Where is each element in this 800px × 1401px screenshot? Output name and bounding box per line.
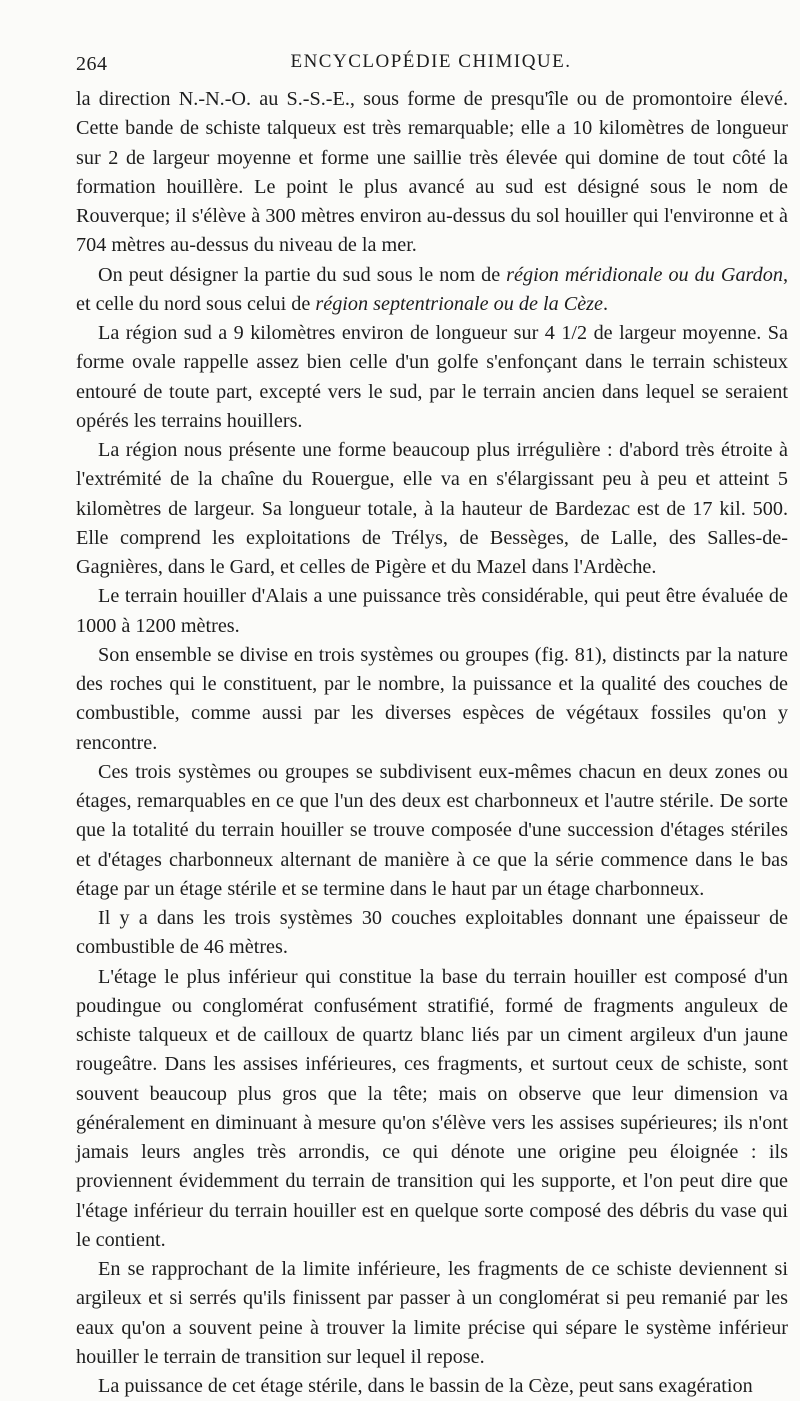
body-text bbox=[76, 85, 788, 1401]
page-header bbox=[74, 47, 788, 77]
paragraph bbox=[76, 963, 788, 1256]
italic-text-run: région méridionale ou du Gardon bbox=[506, 263, 783, 286]
text-run: Il y a dans les trois systèmes 30 couches exploitables donnant une épaisseur de combustible de 46 mètres. bbox=[76, 907, 788, 959]
italic-text-run: région septentrionale ou de la Cèze bbox=[315, 292, 603, 315]
text-run: la direction N.-N.-O. au S.-S.-E., sous forme de presqu'île ou de promontoire élevé. Cette bande de schiste talqueux est très remarquable; elle a 10 kilomètres de longueur sur 2 de largeur moyenne et forme une saillie très élevée qui domine de tout côté la formation houillère. Le point le plus avancé au sud est désigné sous le nom de Rouverque; il s'élève à 300 mètres environ au-dessus du sol houiller qui l'environne et à 704 mètres au-dessus du niveau de la mer. bbox=[76, 88, 788, 257]
paragraph bbox=[76, 904, 788, 963]
text-run: Son ensemble se divise en trois systèmes ou groupes (fig. 81), distincts par la nature des roches qui le constituent, par le nombre, la puissance et la qualité des couches de combustible, comme aussi par les diverses espèces de végétaux fossiles qu'on y rencontre. bbox=[76, 643, 788, 754]
paragraph bbox=[76, 641, 788, 758]
text-run: . bbox=[603, 292, 609, 315]
text-run: Ces trois systèmes ou groupes se subdivisent eux-mêmes chacun en deux zones ou étages, remarquables en ce que l'un des deux est charbonneux et l'autre stérile. De sorte que la totalité du terrain houiller se trouve composée d'une succession d'étages stériles et d'étages charbonneux alternant de manière à ce que la série commence dans le bas étage par un étage stérile et se termine dans le haut par un étage charbonneux. bbox=[76, 760, 788, 900]
paragraph bbox=[76, 1372, 788, 1401]
text-run: En se rapprochant de la limite inférieure, les fragments de ce schiste deviennent si argileux et si serrés qu'ils finissent par passer à un conglomérat si peu remanié par les eaux qu'on a souvent peine à trouver la limite précise qui sépare le système inférieur houiller le terrain de transition sur lequel il repose. bbox=[76, 1258, 788, 1368]
text-run: L'étage le plus inférieur qui constitue la base du terrain houiller est composé d'un poudingue ou conglomérat confusément stratifié, formé de fragments anguleux de schiste talqueux et de cailloux de quartz blanc liés par un ciment argileux d'un jaune rougeâtre. Dans les assises inférieures, ces fragments, et surtout ceux de schiste, sont souvent beaucoup plus gros que la tête; mais on observe que leur dimension va généralement en diminuant à mesure qu'on s'élève vers les assises supérieures; ils n'ont jamais leurs angles très arrondis, ce qui dénote une origine peu éloignée : ils proviennent évidemment du terrain de transition qui les supporte, et l'on peut dire que l'étage inférieur du terrain houiller est en quelque sorte composé des débris du vase qui le contient. bbox=[76, 965, 788, 1251]
paragraph bbox=[76, 85, 788, 261]
paragraph bbox=[76, 1255, 788, 1372]
paragraph bbox=[76, 436, 788, 582]
paragraph bbox=[76, 582, 788, 641]
text-run: La puissance de cet étage stérile, dans le bassin de la Cèze, peut sans exagération bbox=[98, 1375, 753, 1397]
paragraph bbox=[76, 261, 788, 320]
paragraph bbox=[76, 758, 788, 904]
text-run: Le terrain houiller d'Alais a une puissance très considérable, qui peut être évaluée de 1000 à 1200 mètres. bbox=[76, 585, 788, 637]
text-run: , et celle du nord sous celui de bbox=[76, 263, 788, 315]
text-run: La région sud a 9 kilomètres environ de longueur sur 4 1/2 de largeur moyenne. Sa forme ovale rappelle assez bien celle d'un golfe s'enfonçant dans le terrain schisteux entouré de toute part, excepté vers le sud, par le terrain ancien dans lequel se seraient opérés les terrains houillers. bbox=[76, 322, 788, 432]
text-run: On peut désigner la partie du sud sous le nom de bbox=[98, 263, 507, 286]
text-run: La région nous présente une forme beaucoup plus irrégulière : d'abord très étroite à l'extrémité de la chaîne du Rouergue, elle va en s'élargissant peu à peu et atteint 5 kilomètres de largeur. Sa longueur totale, à la hauteur de Bardezac est de 17 kil. 500. Elle comprend les exploitations de Trélys, de Bessèges, de Lalle, des Salles-de-Gagnières, dans le Gard, et celles de Pigère et du Mazel dans l'Ardèche. bbox=[76, 439, 788, 578]
paragraph bbox=[76, 319, 788, 436]
page-number: 264 bbox=[76, 53, 108, 75]
running-title: ENCYCLOPÉDIE CHIMIQUE. bbox=[290, 51, 572, 72]
